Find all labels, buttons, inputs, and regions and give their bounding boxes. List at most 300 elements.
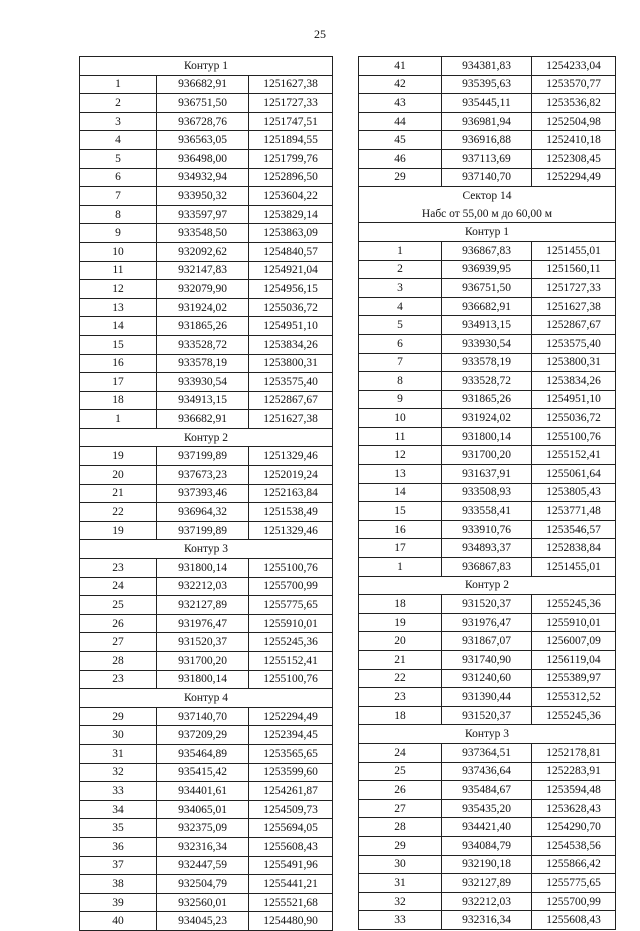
- x-coordinate: 932316,34: [157, 837, 249, 856]
- y-coordinate: 1255100,76: [249, 670, 333, 689]
- point-row: [359, 520, 616, 539]
- point-row: [80, 893, 333, 912]
- x-coordinate: 934084,79: [442, 836, 532, 855]
- x-coordinate: 931976,47: [157, 614, 249, 633]
- point-number: 3: [359, 279, 442, 298]
- y-coordinate: 1255389,97: [532, 669, 616, 688]
- y-coordinate: 1253800,31: [249, 354, 333, 373]
- point-number: 11: [80, 261, 157, 280]
- point-number: 10: [80, 242, 157, 261]
- x-coordinate: 934913,15: [442, 316, 532, 335]
- x-coordinate: 932212,03: [442, 892, 532, 911]
- x-coordinate: 937209,29: [157, 726, 249, 745]
- y-coordinate: 1252410,18: [532, 131, 616, 150]
- point-row: [359, 168, 616, 187]
- y-coordinate: 1251560,11: [532, 260, 616, 279]
- point-number: 24: [359, 743, 442, 762]
- point-number: 23: [80, 670, 157, 689]
- x-coordinate: 931390,44: [442, 688, 532, 707]
- point-row: [80, 837, 333, 856]
- point-row: [359, 334, 616, 353]
- point-row: [80, 912, 333, 931]
- y-coordinate: 1253536,82: [532, 94, 616, 113]
- y-coordinate: 1254840,57: [249, 242, 333, 261]
- y-coordinate: 1251627,38: [249, 410, 333, 429]
- x-coordinate: 931865,26: [442, 390, 532, 409]
- point-number: 2: [80, 94, 157, 113]
- x-coordinate: 931800,14: [157, 559, 249, 578]
- point-row: [80, 354, 333, 373]
- point-number: 6: [359, 334, 442, 353]
- point-row: [359, 539, 616, 558]
- point-row: [359, 465, 616, 484]
- y-coordinate: 1255245,36: [249, 633, 333, 652]
- y-coordinate: 1253575,40: [249, 373, 333, 392]
- contour-header: Контур 2: [80, 428, 333, 447]
- contour-header-row: [359, 576, 616, 595]
- point-row: [80, 168, 333, 187]
- point-number: 17: [80, 373, 157, 392]
- point-number: 25: [80, 596, 157, 615]
- x-coordinate: 935445,11: [442, 94, 532, 113]
- point-number: 11: [359, 427, 442, 446]
- y-coordinate: 1251455,01: [532, 241, 616, 260]
- point-number: 31: [359, 874, 442, 893]
- point-row: [359, 446, 616, 465]
- point-number: 29: [359, 836, 442, 855]
- point-number: 1: [80, 75, 157, 94]
- point-number: 28: [359, 818, 442, 837]
- point-row: [80, 559, 333, 578]
- point-number: 28: [80, 652, 157, 671]
- contour-header-row: [359, 223, 616, 242]
- y-coordinate: 1251329,46: [249, 521, 333, 540]
- point-number: 30: [80, 726, 157, 745]
- y-coordinate: 1251455,01: [532, 558, 616, 577]
- point-number: 31: [80, 744, 157, 763]
- point-number: 5: [80, 149, 157, 168]
- y-coordinate: 1255100,76: [532, 427, 616, 446]
- point-number: 12: [359, 446, 442, 465]
- y-coordinate: 1251727,33: [532, 279, 616, 298]
- point-number: 13: [359, 465, 442, 484]
- point-number: 22: [359, 669, 442, 688]
- point-row: [80, 782, 333, 801]
- x-coordinate: 935415,42: [157, 763, 249, 782]
- x-coordinate: 932127,89: [442, 874, 532, 893]
- point-number: 8: [359, 372, 442, 391]
- x-coordinate: 931924,02: [157, 298, 249, 317]
- point-row: [80, 224, 333, 243]
- x-coordinate: 936682,91: [442, 297, 532, 316]
- point-number: 18: [80, 391, 157, 410]
- point-number: 42: [359, 75, 442, 94]
- point-row: [359, 781, 616, 800]
- point-number: 30: [359, 855, 442, 874]
- point-row: [80, 763, 333, 782]
- point-row: [359, 297, 616, 316]
- point-row: [359, 818, 616, 837]
- point-number: 2: [359, 260, 442, 279]
- point-number: 37: [80, 856, 157, 875]
- point-row: [80, 596, 333, 615]
- point-row: [80, 521, 333, 540]
- x-coordinate: 936682,91: [157, 410, 249, 429]
- x-coordinate: 936563,05: [157, 131, 249, 150]
- y-coordinate: 1256119,04: [532, 651, 616, 670]
- y-coordinate: 1252019,24: [249, 466, 333, 485]
- x-coordinate: 937199,89: [157, 521, 249, 540]
- point-number: 4: [359, 297, 442, 316]
- point-row: [359, 558, 616, 577]
- point-number: 18: [359, 595, 442, 614]
- x-coordinate: 936939,95: [442, 260, 532, 279]
- point-row: [80, 112, 333, 131]
- point-number: 7: [80, 187, 157, 206]
- point-number: 35: [80, 819, 157, 838]
- x-coordinate: 932316,34: [442, 911, 532, 930]
- point-row: [359, 390, 616, 409]
- x-coordinate: 934381,83: [442, 57, 532, 76]
- point-row: [359, 94, 616, 113]
- x-coordinate: 935464,89: [157, 744, 249, 763]
- point-row: [80, 466, 333, 485]
- point-number: 23: [359, 688, 442, 707]
- point-row: [359, 316, 616, 335]
- point-number: 26: [80, 614, 157, 633]
- contour-header-row: [80, 428, 333, 447]
- x-coordinate: 931865,26: [157, 317, 249, 336]
- y-coordinate: 1251538,49: [249, 503, 333, 522]
- y-coordinate: 1255775,65: [249, 596, 333, 615]
- point-row: [359, 260, 616, 279]
- y-coordinate: 1254509,73: [249, 800, 333, 819]
- y-coordinate: 1253805,43: [532, 483, 616, 502]
- x-coordinate: 931700,20: [442, 446, 532, 465]
- x-coordinate: 934932,94: [157, 168, 249, 187]
- x-coordinate: 937113,69: [442, 149, 532, 168]
- x-coordinate: 937199,89: [157, 447, 249, 466]
- point-row: [359, 706, 616, 725]
- x-coordinate: 933558,41: [442, 502, 532, 521]
- x-coordinate: 937436,64: [442, 762, 532, 781]
- point-number: 8: [80, 205, 157, 224]
- x-coordinate: 936964,32: [157, 503, 249, 522]
- y-coordinate: 1251799,76: [249, 149, 333, 168]
- point-row: [359, 502, 616, 521]
- point-row: [359, 57, 616, 76]
- y-coordinate: 1254261,87: [249, 782, 333, 801]
- y-coordinate: 1254951,10: [249, 317, 333, 336]
- y-coordinate: 1253800,31: [532, 353, 616, 372]
- y-coordinate: 1255152,41: [532, 446, 616, 465]
- y-coordinate: 1255061,64: [532, 465, 616, 484]
- x-coordinate: 937673,23: [157, 466, 249, 485]
- x-coordinate: 933578,19: [442, 353, 532, 372]
- point-number: 32: [359, 892, 442, 911]
- point-number: 1: [359, 241, 442, 260]
- y-coordinate: 1255036,72: [532, 409, 616, 428]
- x-coordinate: 932079,90: [157, 280, 249, 299]
- y-coordinate: 1252867,67: [532, 316, 616, 335]
- point-row: [80, 577, 333, 596]
- y-coordinate: 1255100,76: [249, 559, 333, 578]
- y-coordinate: 1252294,49: [249, 707, 333, 726]
- point-row: [359, 651, 616, 670]
- y-coordinate: 1255700,99: [532, 892, 616, 911]
- y-coordinate: 1252394,45: [249, 726, 333, 745]
- point-row: [359, 743, 616, 762]
- point-number: 41: [359, 57, 442, 76]
- point-row: [359, 372, 616, 391]
- section-heading-row: [359, 205, 616, 223]
- y-coordinate: 1253834,26: [532, 372, 616, 391]
- x-coordinate: 933528,72: [442, 372, 532, 391]
- x-coordinate: 935484,67: [442, 781, 532, 800]
- contour-header-row: [80, 57, 333, 76]
- point-row: [359, 75, 616, 94]
- point-number: 1: [80, 410, 157, 429]
- point-row: [80, 726, 333, 745]
- contour-header-row: [359, 725, 616, 744]
- point-number: 1: [359, 558, 442, 577]
- point-row: [359, 688, 616, 707]
- point-number: 29: [359, 168, 442, 187]
- y-coordinate: 1251627,38: [532, 297, 616, 316]
- point-row: [359, 874, 616, 893]
- point-row: [359, 149, 616, 168]
- point-row: [359, 632, 616, 651]
- point-number: 20: [359, 632, 442, 651]
- x-coordinate: 933548,50: [157, 224, 249, 243]
- y-coordinate: 1255866,42: [532, 855, 616, 874]
- point-row: [359, 613, 616, 632]
- coordinates-table-left: [79, 56, 333, 931]
- point-row: [359, 483, 616, 502]
- y-coordinate: 1253570,77: [532, 75, 616, 94]
- point-row: [80, 447, 333, 466]
- point-row: [359, 409, 616, 428]
- contour-header: Контур 3: [80, 540, 333, 559]
- point-number: 46: [359, 149, 442, 168]
- point-number: 16: [80, 354, 157, 373]
- y-coordinate: 1252504,98: [532, 112, 616, 131]
- y-coordinate: 1255036,72: [249, 298, 333, 317]
- point-number: 39: [80, 893, 157, 912]
- point-number: 45: [359, 131, 442, 150]
- y-coordinate: 1254921,04: [249, 261, 333, 280]
- point-number: 21: [359, 651, 442, 670]
- x-coordinate: 934913,15: [157, 391, 249, 410]
- point-number: 9: [80, 224, 157, 243]
- y-coordinate: 1253628,43: [532, 799, 616, 818]
- point-number: 9: [359, 390, 442, 409]
- x-coordinate: 936751,50: [157, 94, 249, 113]
- x-coordinate: 932447,59: [157, 856, 249, 875]
- contour-header: Контур 2: [359, 576, 616, 595]
- point-number: 15: [359, 502, 442, 521]
- x-coordinate: 937364,51: [442, 743, 532, 762]
- x-coordinate: 936751,50: [442, 279, 532, 298]
- y-coordinate: 1253771,48: [532, 502, 616, 521]
- point-row: [80, 503, 333, 522]
- point-row: [359, 241, 616, 260]
- point-row: [80, 707, 333, 726]
- point-row: [80, 633, 333, 652]
- x-coordinate: 933910,76: [442, 520, 532, 539]
- point-row: [80, 317, 333, 336]
- point-row: [80, 131, 333, 150]
- point-row: [80, 373, 333, 392]
- x-coordinate: 936916,88: [442, 131, 532, 150]
- y-coordinate: 1251329,46: [249, 447, 333, 466]
- point-number: 40: [80, 912, 157, 931]
- x-coordinate: 932127,89: [157, 596, 249, 615]
- point-row: [80, 298, 333, 317]
- point-row: [80, 335, 333, 354]
- x-coordinate: 936728,76: [157, 112, 249, 131]
- point-number: 22: [80, 503, 157, 522]
- x-coordinate: 936682,91: [157, 75, 249, 94]
- point-row: [80, 149, 333, 168]
- x-coordinate: 931867,07: [442, 632, 532, 651]
- y-coordinate: 1253604,22: [249, 187, 333, 206]
- y-coordinate: 1253599,60: [249, 763, 333, 782]
- point-number: 19: [80, 447, 157, 466]
- point-row: [80, 670, 333, 689]
- x-coordinate: 936498,00: [157, 149, 249, 168]
- y-coordinate: 1254480,90: [249, 912, 333, 931]
- x-coordinate: 933508,93: [442, 483, 532, 502]
- x-coordinate: 933578,19: [157, 354, 249, 373]
- point-number: 23: [80, 559, 157, 578]
- point-row: [359, 279, 616, 298]
- x-coordinate: 933930,54: [157, 373, 249, 392]
- point-number: 14: [359, 483, 442, 502]
- point-number: 32: [80, 763, 157, 782]
- contour-header: Контур 3: [359, 725, 616, 744]
- y-coordinate: 1255441,21: [249, 875, 333, 894]
- y-coordinate: 1252283,91: [532, 762, 616, 781]
- point-row: [359, 762, 616, 781]
- point-row: [80, 875, 333, 894]
- x-coordinate: 937393,46: [157, 484, 249, 503]
- x-coordinate: 932375,09: [157, 819, 249, 838]
- y-coordinate: 1251747,51: [249, 112, 333, 131]
- x-coordinate: 932092,62: [157, 242, 249, 261]
- x-coordinate: 933528,72: [157, 335, 249, 354]
- point-row: [359, 353, 616, 372]
- point-row: [359, 911, 616, 930]
- x-coordinate: 931700,20: [157, 652, 249, 671]
- y-coordinate: 1255491,96: [249, 856, 333, 875]
- x-coordinate: 934421,40: [442, 818, 532, 837]
- y-coordinate: 1251894,55: [249, 131, 333, 150]
- x-coordinate: 931924,02: [442, 409, 532, 428]
- point-row: [80, 187, 333, 206]
- y-coordinate: 1255152,41: [249, 652, 333, 671]
- point-row: [359, 427, 616, 446]
- x-coordinate: 933597,97: [157, 205, 249, 224]
- point-row: [359, 595, 616, 614]
- point-number: 15: [80, 335, 157, 354]
- contour-header: Контур 1: [359, 223, 616, 242]
- point-number: 14: [80, 317, 157, 336]
- section-heading-row: [359, 187, 616, 205]
- point-number: 27: [359, 799, 442, 818]
- x-coordinate: 933930,54: [442, 334, 532, 353]
- contour-header-row: [80, 540, 333, 559]
- point-number: 34: [80, 800, 157, 819]
- x-coordinate: 937140,70: [157, 707, 249, 726]
- point-number: 43: [359, 94, 442, 113]
- x-coordinate: 932212,03: [157, 577, 249, 596]
- y-coordinate: 1255775,65: [532, 874, 616, 893]
- point-row: [359, 131, 616, 150]
- point-number: 20: [80, 466, 157, 485]
- point-number: 4: [80, 131, 157, 150]
- point-number: 44: [359, 112, 442, 131]
- y-coordinate: 1256007,09: [532, 632, 616, 651]
- y-coordinate: 1253594,48: [532, 781, 616, 800]
- point-row: [359, 855, 616, 874]
- point-row: [80, 242, 333, 261]
- x-coordinate: 931520,37: [442, 706, 532, 725]
- x-coordinate: 931240,60: [442, 669, 532, 688]
- y-coordinate: 1255608,43: [532, 911, 616, 930]
- x-coordinate: 936867,83: [442, 241, 532, 260]
- point-number: 27: [80, 633, 157, 652]
- y-coordinate: 1254290,70: [532, 818, 616, 837]
- y-coordinate: 1252308,45: [532, 149, 616, 168]
- contour-header: Контур 1: [80, 57, 333, 76]
- point-number: 19: [80, 521, 157, 540]
- point-row: [80, 261, 333, 280]
- point-number: 16: [359, 520, 442, 539]
- x-coordinate: 934045,23: [157, 912, 249, 931]
- y-coordinate: 1252896,50: [249, 168, 333, 187]
- x-coordinate: 933950,32: [157, 187, 249, 206]
- point-row: [80, 744, 333, 763]
- point-row: [80, 856, 333, 875]
- point-number: 33: [80, 782, 157, 801]
- y-coordinate: 1252838,84: [532, 539, 616, 558]
- x-coordinate: 931520,37: [442, 595, 532, 614]
- y-coordinate: 1251727,33: [249, 94, 333, 113]
- x-coordinate: 934065,01: [157, 800, 249, 819]
- point-number: 36: [80, 837, 157, 856]
- y-coordinate: 1253575,40: [532, 334, 616, 353]
- point-number: 24: [80, 577, 157, 596]
- point-number: 6: [80, 168, 157, 187]
- x-coordinate: 932190,18: [442, 855, 532, 874]
- x-coordinate: 936867,83: [442, 558, 532, 577]
- point-row: [80, 280, 333, 299]
- point-row: [80, 391, 333, 410]
- point-row: [359, 892, 616, 911]
- y-coordinate: 1253863,09: [249, 224, 333, 243]
- point-number: 33: [359, 911, 442, 930]
- y-coordinate: 1251627,38: [249, 75, 333, 94]
- point-number: 17: [359, 539, 442, 558]
- point-row: [80, 484, 333, 503]
- y-coordinate: 1255700,99: [249, 577, 333, 596]
- contour-header-row: [80, 689, 333, 708]
- point-row: [80, 205, 333, 224]
- point-row: [359, 836, 616, 855]
- point-number: 21: [80, 484, 157, 503]
- y-coordinate: 1253834,26: [249, 335, 333, 354]
